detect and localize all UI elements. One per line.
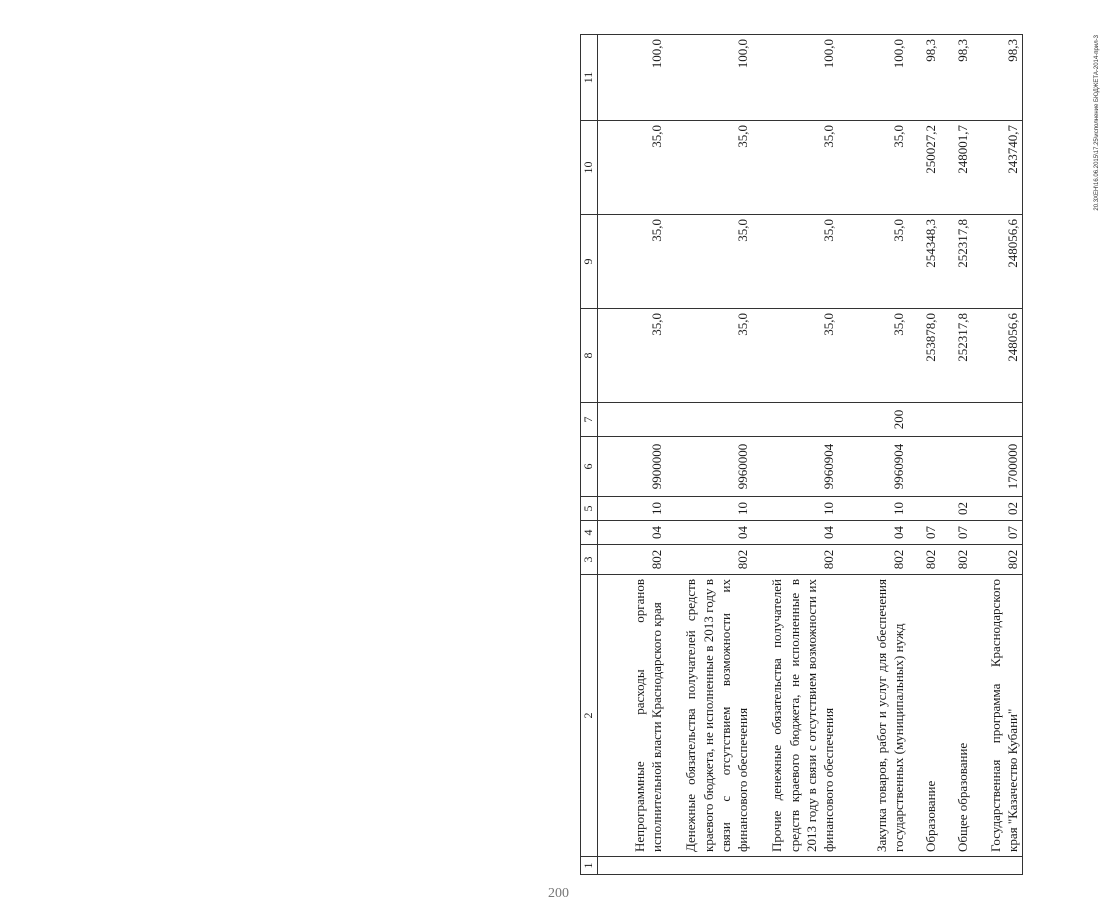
- row-num: [598, 857, 667, 875]
- value-col9: 252317,8: [940, 215, 972, 309]
- footer-file-path: 20.3ХЕН\16.06.2015\17.25\исполнение БЮДЖЕТА-2014-прил-3: [1094, 35, 1100, 211]
- code-subsection: 10: [666, 497, 752, 521]
- value-col10: 35,0: [752, 121, 838, 215]
- value-col11: 98,3: [972, 35, 1023, 121]
- row-num: [940, 857, 972, 875]
- value-col9: 248056,6: [972, 215, 1023, 309]
- code-section: 07: [908, 521, 940, 545]
- row-name: Государственная программа Краснодарского края "Казачество Кубани": [972, 575, 1023, 857]
- code-section: 04: [838, 521, 908, 545]
- value-col8: 35,0: [666, 309, 752, 403]
- code-subsection: 10: [838, 497, 908, 521]
- row-name: Закупка товаров, работ и услуг для обеспечения государственных (муниципальных) нужд: [838, 575, 908, 857]
- rotated-page: [580, 35, 1100, 875]
- code-expense-type: [940, 403, 972, 437]
- table-row: [838, 35, 908, 875]
- code-subsection: [908, 497, 940, 521]
- value-col10: 35,0: [598, 121, 667, 215]
- code-expense-type: [908, 403, 940, 437]
- row-num: [838, 857, 908, 875]
- page-number: 200: [548, 886, 569, 901]
- code-subsection: 10: [752, 497, 838, 521]
- code-target: 1700000: [972, 437, 1023, 497]
- row-num: [908, 857, 940, 875]
- code-target: 9900000: [598, 437, 667, 497]
- code-admin: 802: [838, 545, 908, 575]
- code-section: 04: [666, 521, 752, 545]
- value-col9: 35,0: [598, 215, 667, 309]
- value-col10: 250027,2: [908, 121, 940, 215]
- code-target: [940, 437, 972, 497]
- code-subsection: 02: [972, 497, 1023, 521]
- value-col10: 248001,7: [940, 121, 972, 215]
- table-row: [752, 35, 838, 875]
- budget-table: [580, 34, 1023, 875]
- value-col8: 35,0: [598, 309, 667, 403]
- code-expense-type: 200: [838, 403, 908, 437]
- code-expense-type: [972, 403, 1023, 437]
- code-section: 04: [598, 521, 667, 545]
- row-name: Прочие денежные обязательства получателей средств краевого бюджета, не исполненные в 2013 году в связи с отсутствием возможности их финансового обеспечения: [752, 575, 838, 857]
- code-subsection: 10: [598, 497, 667, 521]
- code-expense-type: [752, 403, 838, 437]
- code-section: 04: [752, 521, 838, 545]
- table-row: [598, 35, 667, 875]
- value-col8: 35,0: [838, 309, 908, 403]
- code-admin: 802: [752, 545, 838, 575]
- table-row: [972, 35, 1023, 875]
- value-col11: 100,0: [598, 35, 667, 121]
- value-col10: 243740,7: [972, 121, 1023, 215]
- code-admin: 802: [598, 545, 667, 575]
- code-expense-type: [598, 403, 667, 437]
- col-header: 5: [581, 497, 598, 521]
- code-target: 9960000: [666, 437, 752, 497]
- col-header: 11: [581, 35, 598, 121]
- code-admin: 802: [666, 545, 752, 575]
- value-col11: 98,3: [940, 35, 972, 121]
- column-number-row: [581, 35, 598, 875]
- code-expense-type: [666, 403, 752, 437]
- value-col8: 35,0: [752, 309, 838, 403]
- value-col8: 252317,8: [940, 309, 972, 403]
- value-col11: 100,0: [752, 35, 838, 121]
- col-header: 4: [581, 521, 598, 545]
- code-target: 9960904: [752, 437, 838, 497]
- col-header: 9: [581, 215, 598, 309]
- value-col11: 100,0: [666, 35, 752, 121]
- code-admin: 802: [972, 545, 1023, 575]
- col-header: 7: [581, 403, 598, 437]
- table-row: [666, 35, 752, 875]
- value-col8: 248056,6: [972, 309, 1023, 403]
- col-header: 2: [581, 575, 598, 857]
- code-admin: 802: [940, 545, 972, 575]
- value-col11: 98,3: [908, 35, 940, 121]
- row-name: Денежные обязательства получателей средств краевого бюджета, не исполненные в 2013 году в связи с отсутствием возможности их финансового обеспечения: [666, 575, 752, 857]
- value-col10: 35,0: [666, 121, 752, 215]
- value-col9: 35,0: [752, 215, 838, 309]
- code-section: 07: [972, 521, 1023, 545]
- row-name: Непрограммные расходы органов исполнительной власти Краснодарского края: [598, 575, 667, 857]
- col-header: 8: [581, 309, 598, 403]
- value-col8: 253878,0: [908, 309, 940, 403]
- value-col9: 35,0: [838, 215, 908, 309]
- value-col9: 35,0: [666, 215, 752, 309]
- value-col9: 254348,3: [908, 215, 940, 309]
- col-header: 3: [581, 545, 598, 575]
- row-name: Общее образование: [940, 575, 972, 857]
- value-col11: 100,0: [838, 35, 908, 121]
- row-num: [752, 857, 838, 875]
- table-row: [908, 35, 940, 875]
- col-header: 10: [581, 121, 598, 215]
- code-admin: 802: [908, 545, 940, 575]
- row-num: [666, 857, 752, 875]
- code-target: [908, 437, 940, 497]
- col-header: 6: [581, 437, 598, 497]
- col-header: 1: [581, 857, 598, 875]
- value-col10: 35,0: [838, 121, 908, 215]
- code-target: 9960904: [838, 437, 908, 497]
- row-num: [972, 857, 1023, 875]
- row-name: Образование: [908, 575, 940, 857]
- code-section: 07: [940, 521, 972, 545]
- table-row: [940, 35, 972, 875]
- code-subsection: 02: [940, 497, 972, 521]
